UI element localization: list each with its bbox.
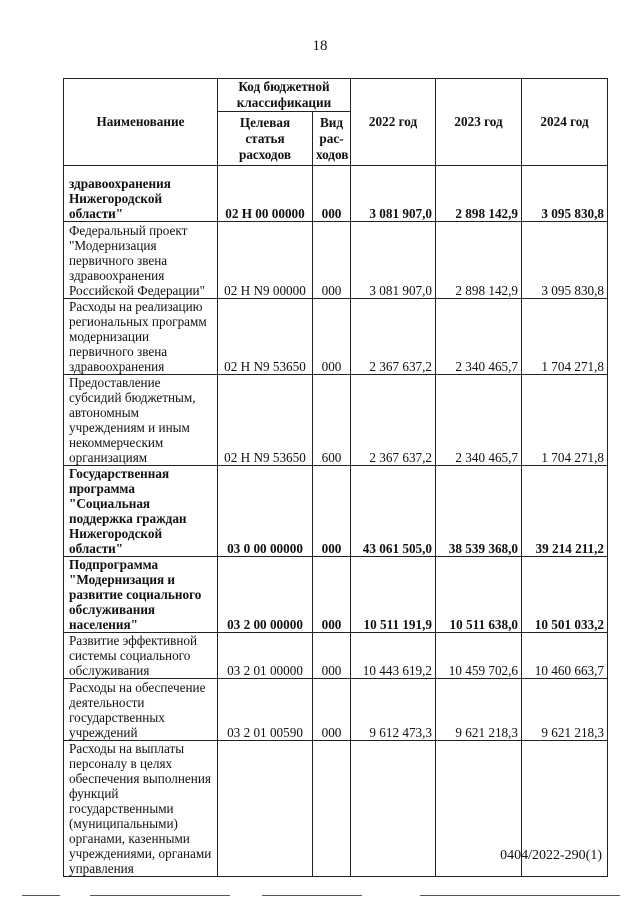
row-2024-cell: 10 460 663,7 <box>522 633 608 679</box>
row-kind-cell: 000 <box>313 299 351 375</box>
row-name-cell: здравоохранения Нижегородской области" <box>64 166 218 222</box>
footer-rule <box>420 895 620 896</box>
table-row <box>64 299 608 375</box>
table-row <box>64 633 608 679</box>
row-name-cell: Развитие эффективной системы социального обслуживания <box>64 633 218 679</box>
row-kind-cell <box>313 741 351 877</box>
row-kind-cell: 000 <box>313 466 351 557</box>
row-2022-cell <box>351 741 436 877</box>
row-name-cell: Предоставление субсидий бюджетным, автономным учреждениям и иным некоммерческим организациям <box>64 375 218 466</box>
table-row <box>64 166 608 222</box>
row-name-cell: Расходы на выплаты персоналу в целях обеспечения выполнения функций государственными (муниципальными) органами, казенными учреждениями, органами управления <box>64 741 218 877</box>
row-2024-cell: 3 095 830,8 <box>522 166 608 222</box>
row-2023-cell: 2 898 142,9 <box>436 222 522 299</box>
table-row <box>64 222 608 299</box>
row-target-cell: 03 0 00 00000 <box>218 466 313 557</box>
footer-rule <box>90 895 230 896</box>
header-2024: 2024 год <box>522 79 608 166</box>
row-target-cell: 03 2 00 00000 <box>218 557 313 633</box>
row-2023-cell: 2 340 465,7 <box>436 299 522 375</box>
footer-rule <box>22 895 60 896</box>
row-2024-cell: 10 501 033,2 <box>522 557 608 633</box>
row-target-cell: 02 Н N9 53650 <box>218 299 313 375</box>
header-name: Наименование <box>64 79 218 166</box>
row-target-cell: 03 2 01 00000 <box>218 633 313 679</box>
page-number: 18 <box>312 38 328 54</box>
row-name-cell: Федеральный проект "Модернизация первичного звена здравоохранения Российской Федерации" <box>64 222 218 299</box>
row-target-cell: 02 Н N9 00000 <box>218 222 313 299</box>
row-2023-cell: 2 340 465,7 <box>436 375 522 466</box>
row-2024-cell: 9 621 218,3 <box>522 679 608 741</box>
row-target-cell: 02 Н 00 00000 <box>218 166 313 222</box>
header-2023: 2023 год <box>436 79 522 166</box>
row-2022-cell: 2 367 637,2 <box>351 375 436 466</box>
table-row <box>64 557 608 633</box>
footer-rule <box>262 895 362 896</box>
row-2024-cell: 1 704 271,8 <box>522 375 608 466</box>
table-row <box>64 375 608 466</box>
row-kind-cell: 000 <box>313 557 351 633</box>
row-kind-cell: 000 <box>313 166 351 222</box>
row-kind-cell: 000 <box>313 679 351 741</box>
row-2022-cell: 10 511 191,9 <box>351 557 436 633</box>
row-2022-cell: 10 443 619,2 <box>351 633 436 679</box>
row-2024-cell: 39 214 211,2 <box>522 466 608 557</box>
row-2022-cell: 3 081 907,0 <box>351 222 436 299</box>
row-target-cell: 03 2 01 00590 <box>218 679 313 741</box>
row-target-cell: 02 Н N9 53650 <box>218 375 313 466</box>
row-2023-cell: 10 459 702,6 <box>436 633 522 679</box>
row-kind-cell: 600 <box>313 375 351 466</box>
row-name-cell: Расходы на реализацию региональных программ модернизации первичного звена здравоохранения <box>64 299 218 375</box>
document-number: 0404/2022-290(1) <box>500 848 602 863</box>
table-row <box>64 466 608 557</box>
row-2023-cell: 38 539 368,0 <box>436 466 522 557</box>
row-name-cell: Расходы на обеспечение деятельности государственных учреждений <box>64 679 218 741</box>
budget-table <box>63 78 608 877</box>
row-2024-cell: 1 704 271,8 <box>522 299 608 375</box>
header-code-group: Код бюджетной классификации <box>218 79 351 112</box>
header-expense-kind: Вид рас-ходов <box>313 112 351 166</box>
row-target-cell <box>218 741 313 877</box>
row-kind-cell: 000 <box>313 633 351 679</box>
header-target-article: Целевая статья расходов <box>218 112 313 166</box>
row-2022-cell: 9 612 473,3 <box>351 679 436 741</box>
row-2023-cell: 9 621 218,3 <box>436 679 522 741</box>
row-name-cell: Государственная программа "Социальная поддержка граждан Нижегородской области" <box>64 466 218 557</box>
row-2024-cell: 3 095 830,8 <box>522 222 608 299</box>
row-2023-cell: 2 898 142,9 <box>436 166 522 222</box>
row-kind-cell: 000 <box>313 222 351 299</box>
row-2023-cell: 10 511 638,0 <box>436 557 522 633</box>
table-row <box>64 679 608 741</box>
row-2022-cell: 43 061 505,0 <box>351 466 436 557</box>
header-2022: 2022 год <box>351 79 436 166</box>
row-name-cell: Подпрограмма "Модернизация и развитие социального обслуживания населения" <box>64 557 218 633</box>
row-2022-cell: 3 081 907,0 <box>351 166 436 222</box>
row-2022-cell: 2 367 637,2 <box>351 299 436 375</box>
